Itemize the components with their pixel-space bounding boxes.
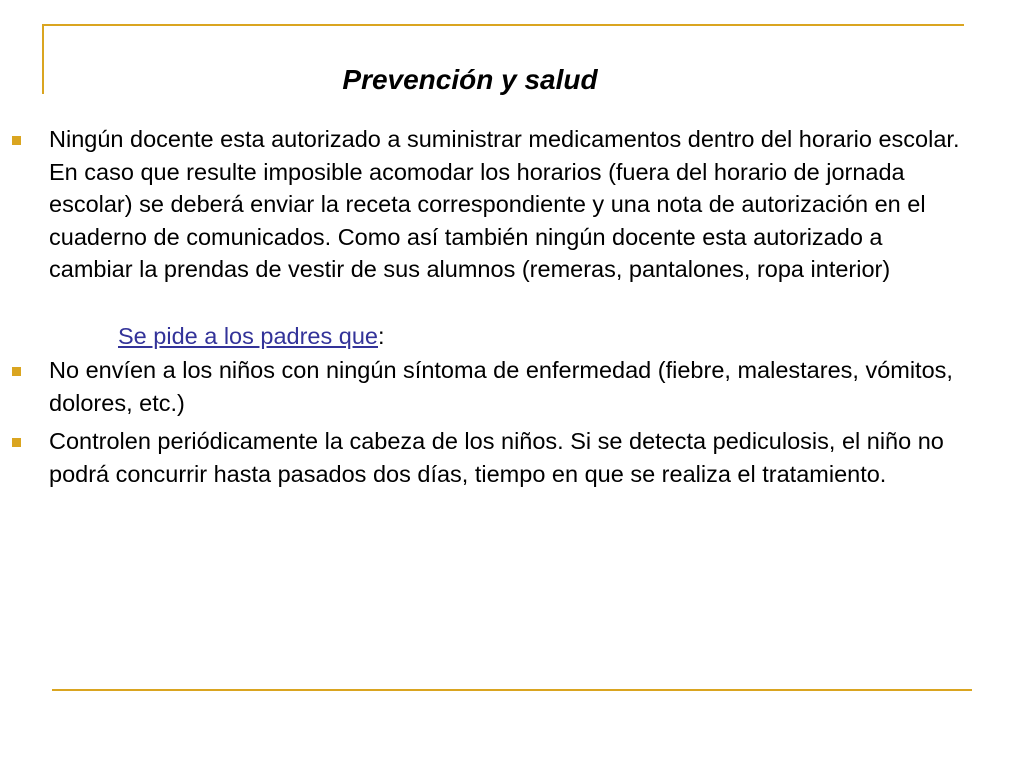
bullet-item-medication xyxy=(0,123,969,286)
bullet-item-lice xyxy=(0,425,969,490)
spacer xyxy=(0,286,1000,320)
square-bullet-icon xyxy=(12,367,21,376)
top-border-line xyxy=(42,24,964,26)
bottom-border-line xyxy=(52,689,972,691)
slide-body xyxy=(0,123,1000,490)
square-bullet-icon xyxy=(12,136,21,145)
bullet-text-sickness: No envíen a los niños con ningún síntoma de enfermedad (fiebre, malestares, vómitos, dolores, etc.) xyxy=(49,357,953,416)
bullet-text-lice: Controlen periódicamente la cabeza de los niños. Si se detecta pediculosis, el niño no podrá concurrir hasta pasados dos días, tiempo en que se realiza el tratamiento. xyxy=(49,428,944,487)
bullet-text-medication: Ningún docente esta autorizado a suministrar medicamentos dentro del horario escolar. En caso que resulte imposible acomodar los horarios (fuera del horario de jornada escolar) se deberá enviar la receta correspondiente y una nota de autorización en el cuaderno de comunicados. Como así también ningún docente esta autorizado a cambiar la prendas de vestir de sus alumnos (remeras, pantalones, ropa interior) xyxy=(49,126,960,282)
bullet-item-sickness xyxy=(0,354,969,419)
parents-request-colon: : xyxy=(378,322,385,349)
parents-request-heading xyxy=(0,320,1000,353)
slide-title-text: Prevención y salud xyxy=(342,64,598,95)
square-bullet-icon xyxy=(12,438,21,447)
parents-request-link[interactable]: Se pide a los padres que xyxy=(118,322,378,349)
slide-title xyxy=(0,60,940,100)
